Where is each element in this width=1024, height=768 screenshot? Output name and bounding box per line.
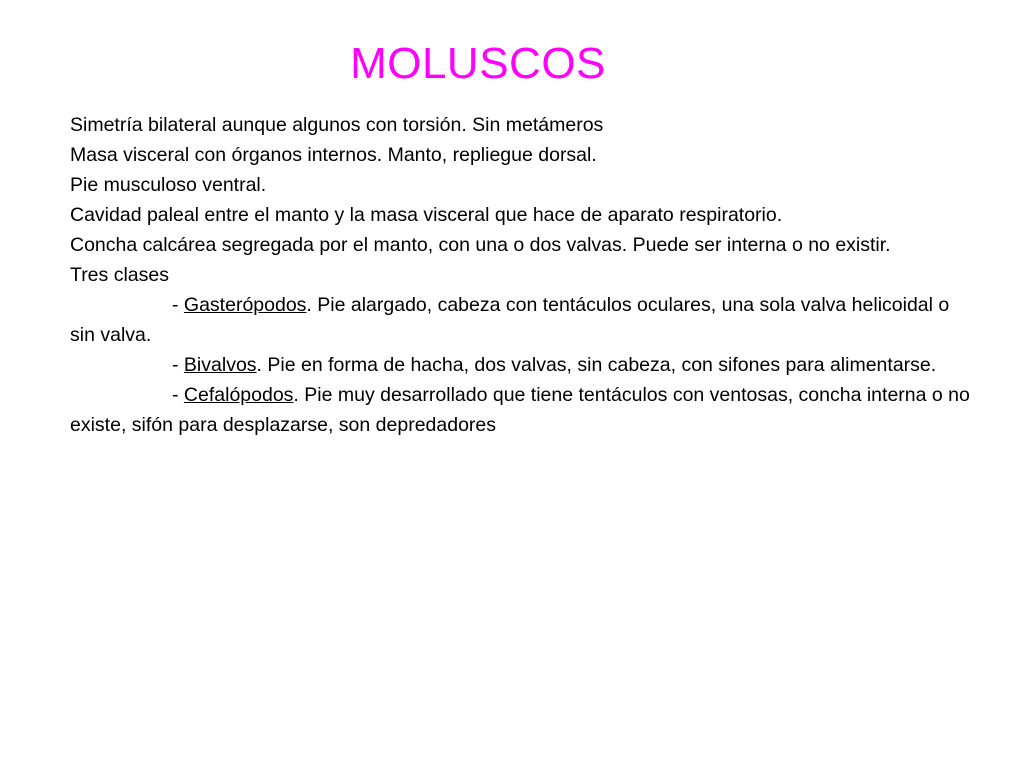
term-cefalopodos: Cefalópodos	[183, 384, 294, 406]
bullet-dash: -	[172, 384, 184, 406]
class-item-cefalopodos	[70, 380, 970, 440]
desc-bivalvos: . Pie en forma de hacha, dos valvas, sin cabeza, con sifones para alimentarse.	[256, 354, 937, 376]
line-simetria: Simetría bilateral aunque algunos con torsión. Sin metámeros	[70, 114, 604, 136]
slide-body	[70, 110, 970, 440]
term-gasteropodos: Gasterópodos	[183, 294, 307, 316]
term-bivalvos: Bivalvos	[183, 354, 257, 376]
line-tres-clases: Tres clases	[70, 264, 169, 286]
desc-cefalopodos: . Pie muy desarrollado que tiene tentáculos con ventosas, concha interna o no existe, sifón para desplazarse, son depredadores	[70, 384, 970, 436]
bullet-dash: -	[172, 354, 184, 376]
class-item-gasteropodos	[70, 290, 970, 350]
line-concha: Concha calcárea segregada por el manto, con una o dos valvas. Puede ser interna o no existir.	[70, 234, 891, 256]
line-masa-visceral: Masa visceral con órganos internos. Manto, repliegue dorsal.	[70, 144, 597, 166]
line-cavidad-paleal: Cavidad paleal entre el manto y la masa visceral que hace de aparato respiratorio.	[70, 204, 783, 226]
slide-title: MOLUSCOS	[350, 39, 606, 88]
class-item-bivalvos	[70, 350, 970, 380]
bullet-dash: -	[172, 294, 184, 316]
line-pie: Pie musculoso ventral.	[70, 174, 267, 196]
desc-gasteropodos: . Pie alargado, cabeza con tentáculos oculares, una sola valva helicoidal o sin valva.	[70, 294, 950, 346]
